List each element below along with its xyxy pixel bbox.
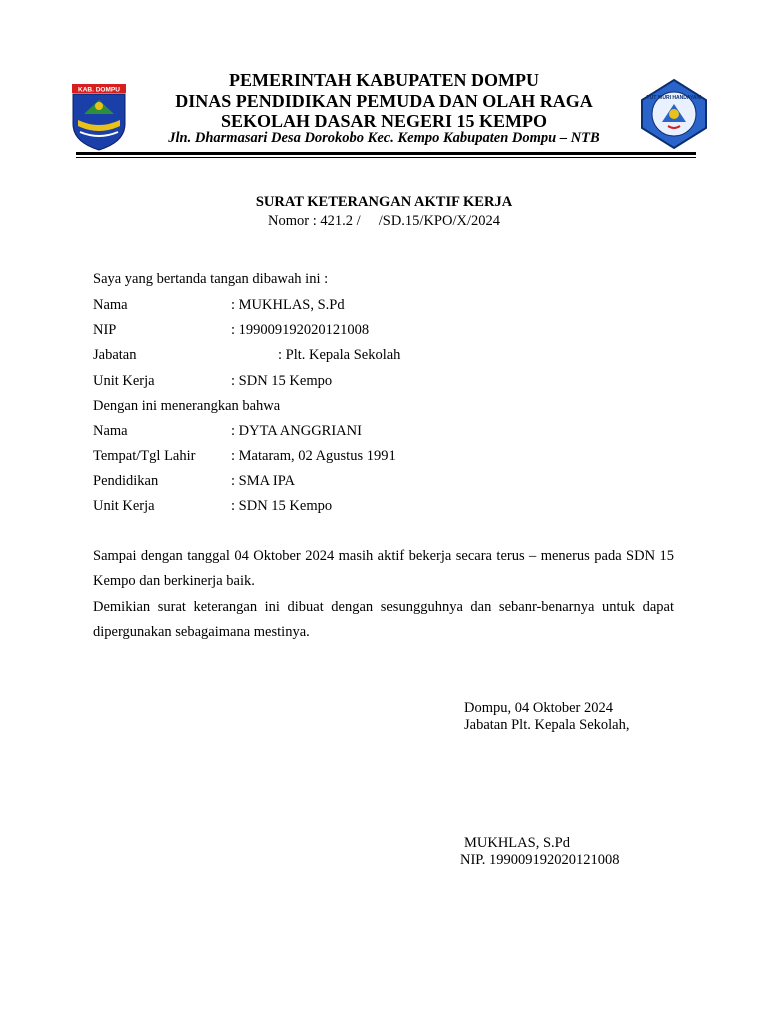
document-title: SURAT KETERANGAN AKTIF KERJA — [255, 194, 513, 210]
body-paragraph-1: Sampai dengan tanggal 04 Oktober 2024 masih aktif bekerja secara terus – menerus pada SDN 15 Kempo dan berkinerja baik. — [93, 548, 674, 589]
signature-nip: NIP. 199009192020121008 — [460, 852, 620, 868]
signer-nip-label: NIP — [93, 322, 117, 338]
subject-name-label: Nama — [93, 423, 128, 439]
signer-name-label: Nama — [93, 297, 128, 313]
signer-name-value: : MUKHLAS, S.Pd — [231, 297, 345, 313]
signature-name: MUKHLAS, S.Pd — [464, 835, 570, 851]
logo-left-text: KAB. DOMPU — [78, 86, 120, 94]
logo-right-text: TUT WURI HANDAYANI — [646, 95, 702, 101]
letterhead-divider-thick — [76, 152, 696, 155]
signer-unit-label: Unit Kerja — [93, 373, 155, 389]
letterhead-address: Jln. Dharmasari Desa Dorokobo Kec. Kempo Kabupaten Dompu – NTB — [168, 130, 600, 146]
statement-intro: Dengan ini menerangkan bahwa — [93, 398, 281, 414]
signer-position-value: : Plt. Kepala Sekolah — [278, 347, 401, 363]
body-paragraph-2: Demikian surat keterangan ini dibuat dengan sesungguhnya dan sebanr-benarnya untuk dapat dipergunakan sebagaimana mestinya. — [93, 599, 674, 640]
letterhead-school: SEKOLAH DASAR NEGERI 15 KEMPO — [220, 111, 548, 131]
signer-position-label: Jabatan — [93, 347, 137, 363]
subject-unit-value: : SDN 15 Kempo — [231, 498, 333, 514]
document-number: Nomor : 421.2 / /SD.15/KPO/X/2024 — [267, 213, 500, 229]
signer-unit-value: : SDN 15 Kempo — [231, 373, 333, 389]
subject-birth-label: Tempat/Tgl Lahir — [93, 448, 196, 464]
letterhead-department: DINAS PENDIDIKAN PEMUDA DAN OLAH RAGA — [175, 91, 593, 111]
subject-unit-label: Unit Kerja — [93, 498, 155, 514]
signature-position: Jabatan Plt. Kepala Sekolah, — [464, 717, 630, 733]
subject-education-value: : SMA IPA — [231, 473, 295, 489]
letterhead-divider-thin — [76, 157, 696, 158]
signature-place-date: Dompu, 04 Oktober 2024 — [464, 700, 614, 716]
signer-nip-value: : 199009192020121008 — [231, 322, 370, 338]
intro-text: Saya yang bertanda tangan dibawah ini : — [93, 271, 329, 287]
subject-birth-value: : Mataram, 02 Agustus 1991 — [231, 448, 396, 464]
subject-education-label: Pendidikan — [93, 473, 159, 489]
subject-name-value: : DYTA ANGGRIANI — [231, 423, 362, 439]
letterhead-government: PEMERINTAH KABUPATEN DOMPU — [229, 70, 539, 90]
